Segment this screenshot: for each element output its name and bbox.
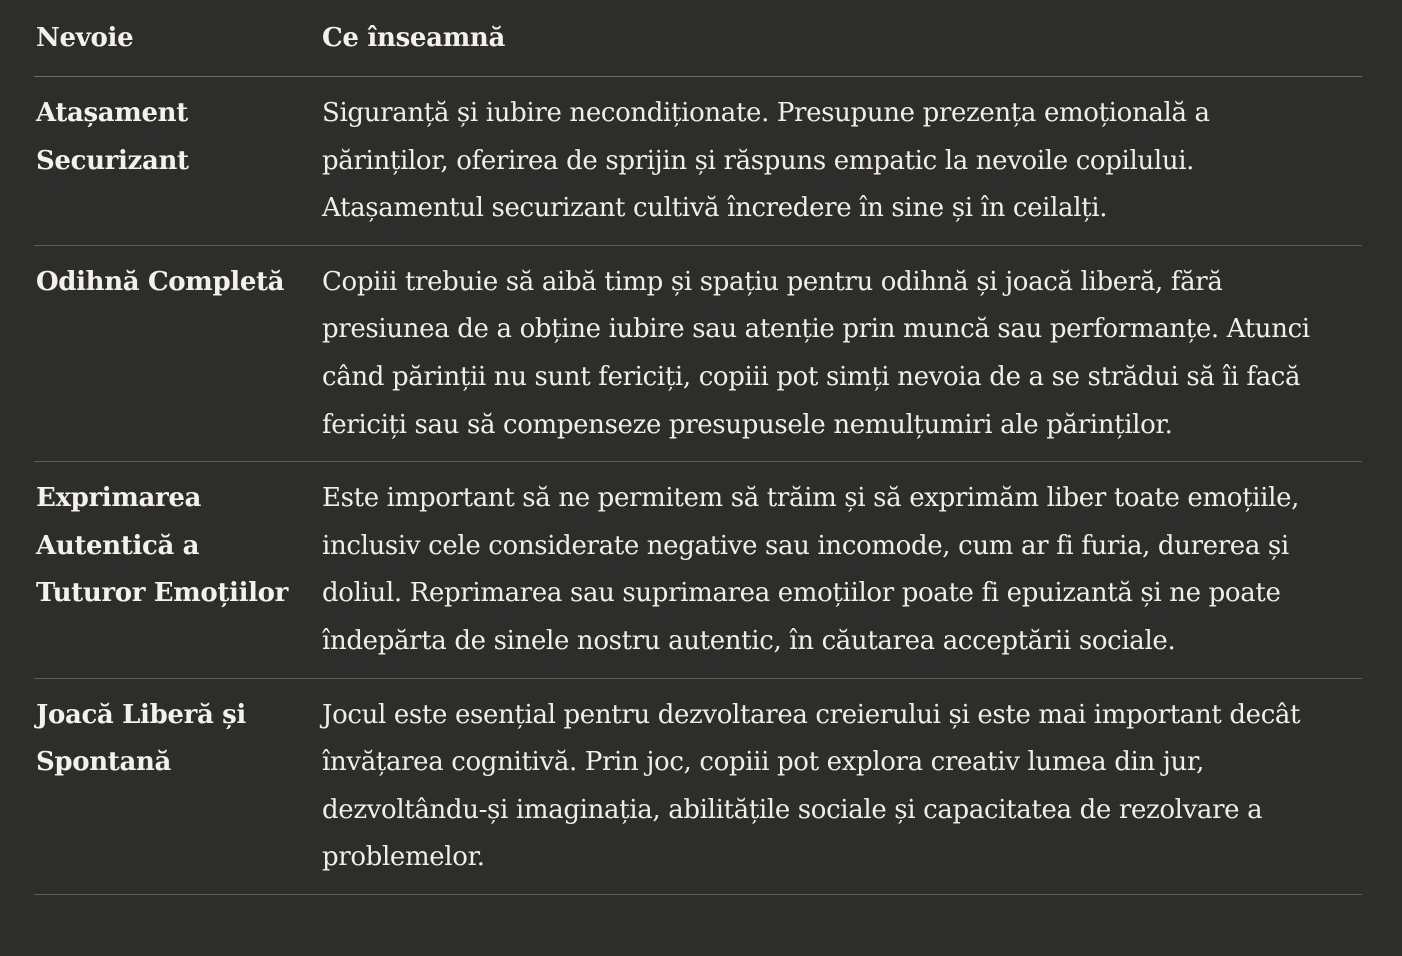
meaning-cell: Jocul este esențial pentru dezvoltarea creierului și este mai important decât învățarea cognitivă. Prin joc, copiii pot explora creativ lumea din jur, dezvoltându-și imaginația, abilitățile sociale și capacitatea de rezolvare a problemelor. [321, 678, 1362, 894]
need-cell: Joacă Liberă și Spontană [34, 678, 321, 894]
table-row [34, 462, 1362, 678]
table-row [34, 245, 1362, 461]
table-body [34, 77, 1362, 895]
header-meaning: Ce înseamnă [321, 0, 1362, 77]
need-cell: Atașament Securizant [34, 77, 321, 246]
meaning-cell: Siguranță și iubire necondiționate. Presupune prezența emoțională a părinților, oferirea de sprijin și răspuns empatic la nevoile copilului. Atașamentul securizant cultivă încredere în sine și în ceilalți. [321, 77, 1362, 246]
header-row [34, 0, 1362, 77]
header-need: Nevoie [34, 0, 321, 77]
meaning-cell: Copiii trebuie să aibă timp și spațiu pentru odihnă și joacă liberă, fără presiunea de a obține iubire sau atenție prin muncă sau performanțe. Atunci când părinții nu sunt fericiți, copiii pot simți nevoia de a se strădui să îi facă fericiți sau să compenseze presupusele nemulțumiri ale părinților. [321, 245, 1362, 461]
table-header [34, 0, 1362, 77]
needs-table [34, 0, 1362, 895]
meaning-cell: Este important să ne permitem să trăim și să exprimăm liber toate emoțiile, inclusiv cele considerate negative sau incomode, cum ar fi furia, durerea și doliul. Reprimarea sau suprimarea emoțiilor poate fi epuizantă și ne poate îndepărta de sinele nostru autentic, în căutarea acceptării sociale. [321, 462, 1362, 678]
need-cell: Exprimarea Autentică a Tuturor Emoțiilor [34, 462, 321, 678]
table-row [34, 678, 1362, 894]
needs-table-container [34, 0, 1362, 895]
table-row [34, 77, 1362, 246]
need-cell: Odihnă Completă [34, 245, 321, 461]
